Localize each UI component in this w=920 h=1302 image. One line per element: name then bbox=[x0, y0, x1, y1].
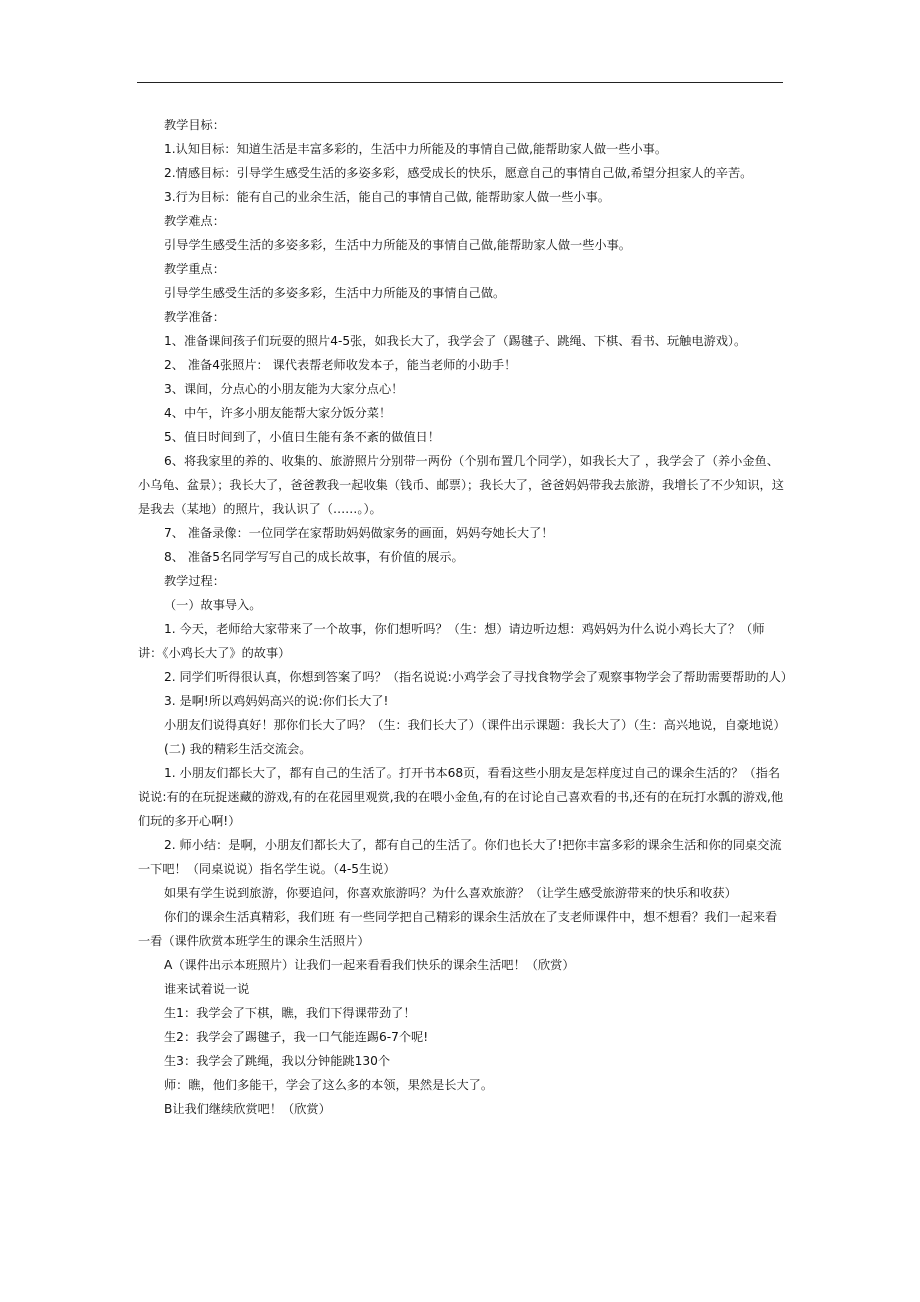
heading-difficulty: 教学难点： bbox=[164, 214, 225, 228]
exchange-part-a: A（课件出示本班照片）让我们一起来看看我们快乐的课余生活吧！（欣赏） bbox=[164, 958, 575, 972]
exchange-travel: 如果有学生说到旅游，你要追问，你喜欢旅游吗？为什么喜欢旅游？（让学生感受旅游带来的快乐和收获） bbox=[164, 886, 737, 900]
heading-preparation: 教学准备： bbox=[164, 310, 225, 324]
prep-item-3: 3、课间，分点心的小朋友能为大家分点心！ bbox=[164, 382, 404, 396]
section-life-exchange: (二) 我的精彩生活交流会。 bbox=[164, 742, 312, 756]
section-story-intro: （一）故事导入。 bbox=[164, 598, 262, 612]
goal-behavior: 3.行为目标：能有自己的业余生活，能自己的事情自己做, 能帮助家人做一些小事。 bbox=[164, 190, 610, 204]
prep-item-8: 8、 准备5名同学写写自己的成长故事，有价值的展示。 bbox=[164, 550, 464, 564]
teacher-remark: 师：瞧，他们多能干，学会了这么多的本领，果然是长大了。 bbox=[164, 1078, 494, 1092]
story-step-2: 2. 同学们听得很认真，你想到答案了吗？（指名说说:小鸡学会了寻找食物学会了观察事物学会了帮助需要帮助的人） bbox=[164, 670, 793, 684]
prep-item-5: 5、值日时间到了，小值日生能有条不紊的做值日！ bbox=[164, 430, 440, 444]
prep-item-1: 1、准备课间孩子们玩耍的照片4-5张，如我长大了，我学会了（踢毽子、跳绳、下棋、看书、玩触电游戏）。 bbox=[164, 334, 747, 348]
heading-goals: 教学目标： bbox=[164, 118, 225, 132]
story-step-3: 3. 是啊!所以鸡妈妈高兴的说:你们长大了! bbox=[164, 694, 389, 708]
story-step-1: 1. 今天，老师给大家带来了一个故事，你们想听吗？（生：想）请边听边想：鸡妈妈为什么说小鸡长大了？（师讲：《小鸡长大了》的故事） bbox=[138, 622, 765, 660]
exchange-step-1: 1. 小朋友们都长大了，都有自己的生活了。打开书本68页，看看这些小朋友是怎样度过自己的课余生活的？（指名说说:有的在玩捉迷藏的游戏,有的在花园里观赏,我的在喂小金鱼,有的在讨论自己喜欢看的书,还有的在玩打水瓢的游戏,他们玩的多开心啊!） bbox=[138, 766, 784, 828]
goal-cognitive: 1.认知目标：知道生活是丰富多彩的，生活中力所能及的事情自己做,能帮助家人做一些小事。 bbox=[164, 142, 668, 156]
student-2: 生2：我学会了踢毽子，我一口气能连踢6-7个呢! bbox=[164, 1030, 429, 1044]
prep-item-2: 2、 准备4张照片： 课代表帮老师收发本子，能当老师的小助手！ bbox=[164, 358, 517, 372]
difficulty-text: 引导学生感受生活的多姿多彩，生活中力所能及的事情自己做,能帮助家人做一些小事。 bbox=[164, 238, 631, 252]
heading-key-point: 教学重点： bbox=[164, 262, 225, 276]
prep-item-6: 6、将我家里的养的、收集的、旅游照片分别带一两份（个别布置几个同学），如我长大了 ，我学会了（养小金鱼、小乌龟、盆景）；我长大了，爸爸教我一起收集（钱币、邮票）；我长大了，爸爸妈妈带我去旅游，我增长了不少知识，这是我去（某地）的照片，我认识了（……。）。 bbox=[138, 454, 784, 516]
prep-item-7: 7、 准备录像：一位同学在家帮助妈妈做家务的画面，妈妈夸她长大了！ bbox=[164, 526, 554, 540]
exchange-part-b: B让我们继续欣赏吧！（欣赏） bbox=[164, 1102, 331, 1116]
exchange-prompt: 谁来试着说一说 bbox=[164, 982, 250, 996]
prep-item-4: 4、中午，许多小朋友能帮大家分饭分菜！ bbox=[164, 406, 392, 420]
exchange-step-2: 2. 师小结：是啊，小朋友们都长大了，都有自己的生活了。你们也长大了!把你丰富多彩的课余生活和你的同桌交流一下吧！（同桌说说）指名学生说。（4-5生说） bbox=[138, 838, 782, 876]
key-point-text: 引导学生感受生活的多姿多彩，生活中力所能及的事情自己做。 bbox=[164, 286, 506, 300]
header-rule bbox=[137, 82, 783, 83]
document-body bbox=[138, 113, 793, 1121]
exchange-class-photos: 你们的课余生活真精彩，我们班 有一些同学把自己精彩的课余生活放在了支老师课件中，想不想看？我们一起来看一看（课件欣赏本班学生的课余生活照片） bbox=[138, 910, 778, 948]
student-3: 生3：我学会了跳绳，我以分钟能跳130个 bbox=[164, 1054, 391, 1068]
story-summary: 小朋友们说得真好！那你们长大了吗？（生：我们长大了）（课件出示课题：我长大了）（生：高兴地说，自豪地说） bbox=[164, 718, 786, 732]
heading-process: 教学过程： bbox=[164, 574, 225, 588]
student-1: 生1：我学会了下棋，瞧，我们下得课带劲了！ bbox=[164, 1006, 416, 1020]
goal-emotional: 2.情感目标：引导学生感受生活的多姿多彩，感受成长的快乐，愿意自己的事情自己做,希望分担家人的辛苦。 bbox=[164, 166, 753, 180]
